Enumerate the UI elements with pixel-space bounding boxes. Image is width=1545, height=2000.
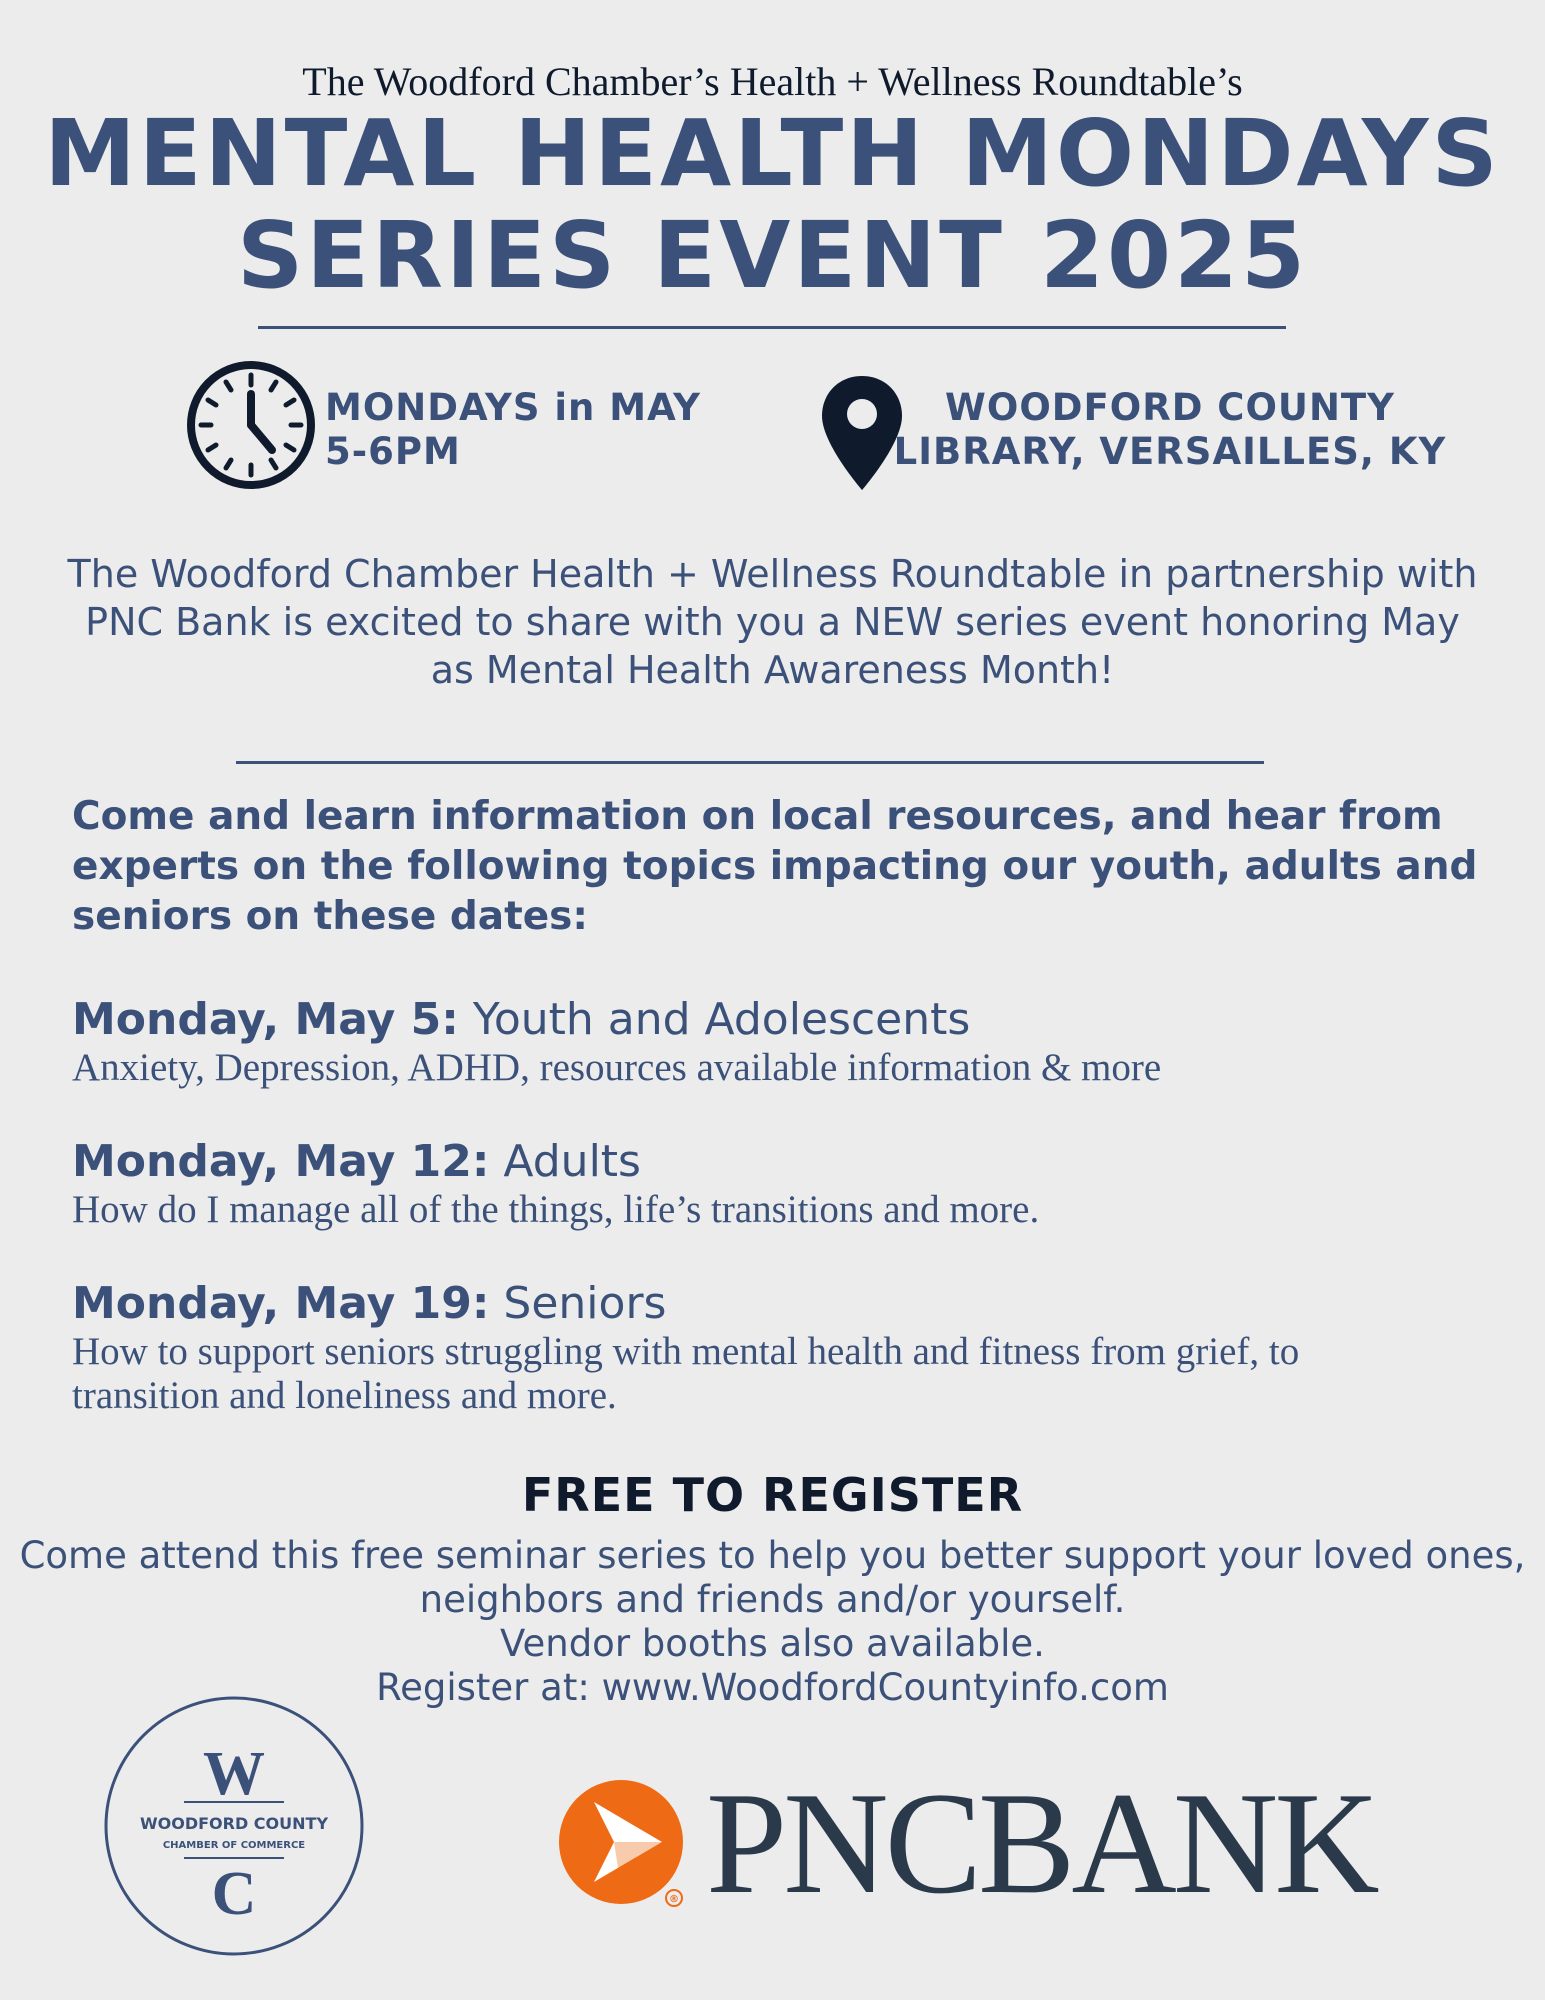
intro-line-2: PNC Bank is excited to share with you a NEW series event honoring May — [85, 600, 1460, 644]
pnc-registered-mark: ® — [669, 1894, 679, 1905]
chamber-letter-c: C — [211, 1860, 257, 1928]
event-time-hours: 5-6PM — [325, 430, 461, 473]
session-heading — [72, 994, 1492, 1046]
divider-middle — [236, 761, 1264, 764]
registration-url[interactable]: Register at: www.WoodfordCountyinfo.com — [376, 1666, 1169, 1709]
event-location-line-1: WOODFORD COUNTY — [945, 386, 1395, 429]
pre-title: The Woodford Chamber’s Health + Wellness Roundtable’s — [302, 59, 1243, 104]
topics-heading — [72, 792, 1492, 942]
event-location — [890, 386, 1450, 474]
topics-heading-line-2: experts on the following topics impacting our youth, adults and — [72, 844, 1478, 889]
session-date: Monday, May 19: — [72, 1278, 490, 1329]
session-heading — [72, 1278, 1492, 1330]
intro-paragraph — [60, 550, 1485, 694]
chamber-subtitle: CHAMBER OF COMMERCE — [162, 1840, 306, 1851]
chamber-name: WOODFORD COUNTY — [139, 1814, 329, 1833]
topics-heading-line-1: Come and learn information on local resources, and hear from — [72, 794, 1443, 839]
clock-icon — [184, 358, 318, 492]
session-description-line-2: transition and loneliness and more. — [72, 1374, 617, 1417]
divider-top — [258, 326, 1286, 329]
session-topic: Youth and Adolescents — [472, 994, 971, 1045]
registration-text — [0, 1534, 1545, 1710]
chamber-letter-w: W — [203, 1740, 265, 1808]
session-may-12 — [72, 1136, 1492, 1232]
free-to-register-heading: FREE TO REGISTER — [521, 1468, 1024, 1522]
session-date: Monday, May 12: — [72, 1136, 490, 1187]
session-description: Anxiety, Depression, ADHD, resources available information & more — [72, 1046, 1162, 1089]
registration-line-3: Vendor booths also available. — [500, 1622, 1045, 1665]
event-location-line-2: LIBRARY, VERSAILLES, KY — [893, 430, 1447, 473]
registration-line-2: neighbors and friends and/or yourself. — [419, 1578, 1126, 1621]
registration-line-1: Come attend this free seminar series to help you better support your loved ones, — [19, 1534, 1526, 1577]
session-heading — [72, 1136, 1492, 1188]
intro-line-1: The Woodford Chamber Health + Wellness Roundtable in partnership with — [67, 552, 1478, 596]
session-topic: Seniors — [503, 1278, 667, 1329]
pnc-bank-logo-mark — [556, 1780, 706, 1910]
chamber-of-commerce-logo — [102, 1694, 366, 1958]
session-description: How do I manage all of the things, life’s transitions and more. — [72, 1188, 1040, 1231]
session-description-line-1: How to support seniors struggling with mental health and fitness from grief, to — [72, 1330, 1300, 1373]
event-time-days: MONDAYS in MAY — [325, 386, 701, 429]
intro-line-3: as Mental Health Awareness Month! — [430, 648, 1115, 692]
main-title-line-1: MENTAL HEALTH MONDAYS — [44, 100, 1501, 207]
session-may-5 — [72, 994, 1492, 1090]
pnc-bank-wordmark: PNCBANK — [706, 1762, 1376, 1924]
session-may-19 — [72, 1278, 1492, 1418]
session-date: Monday, May 5: — [72, 994, 459, 1045]
session-topic: Adults — [503, 1136, 641, 1187]
event-time — [325, 386, 701, 474]
main-title-line-2: SERIES EVENT 2025 — [236, 202, 1309, 309]
topics-heading-line-3: seniors on these dates: — [72, 894, 588, 939]
